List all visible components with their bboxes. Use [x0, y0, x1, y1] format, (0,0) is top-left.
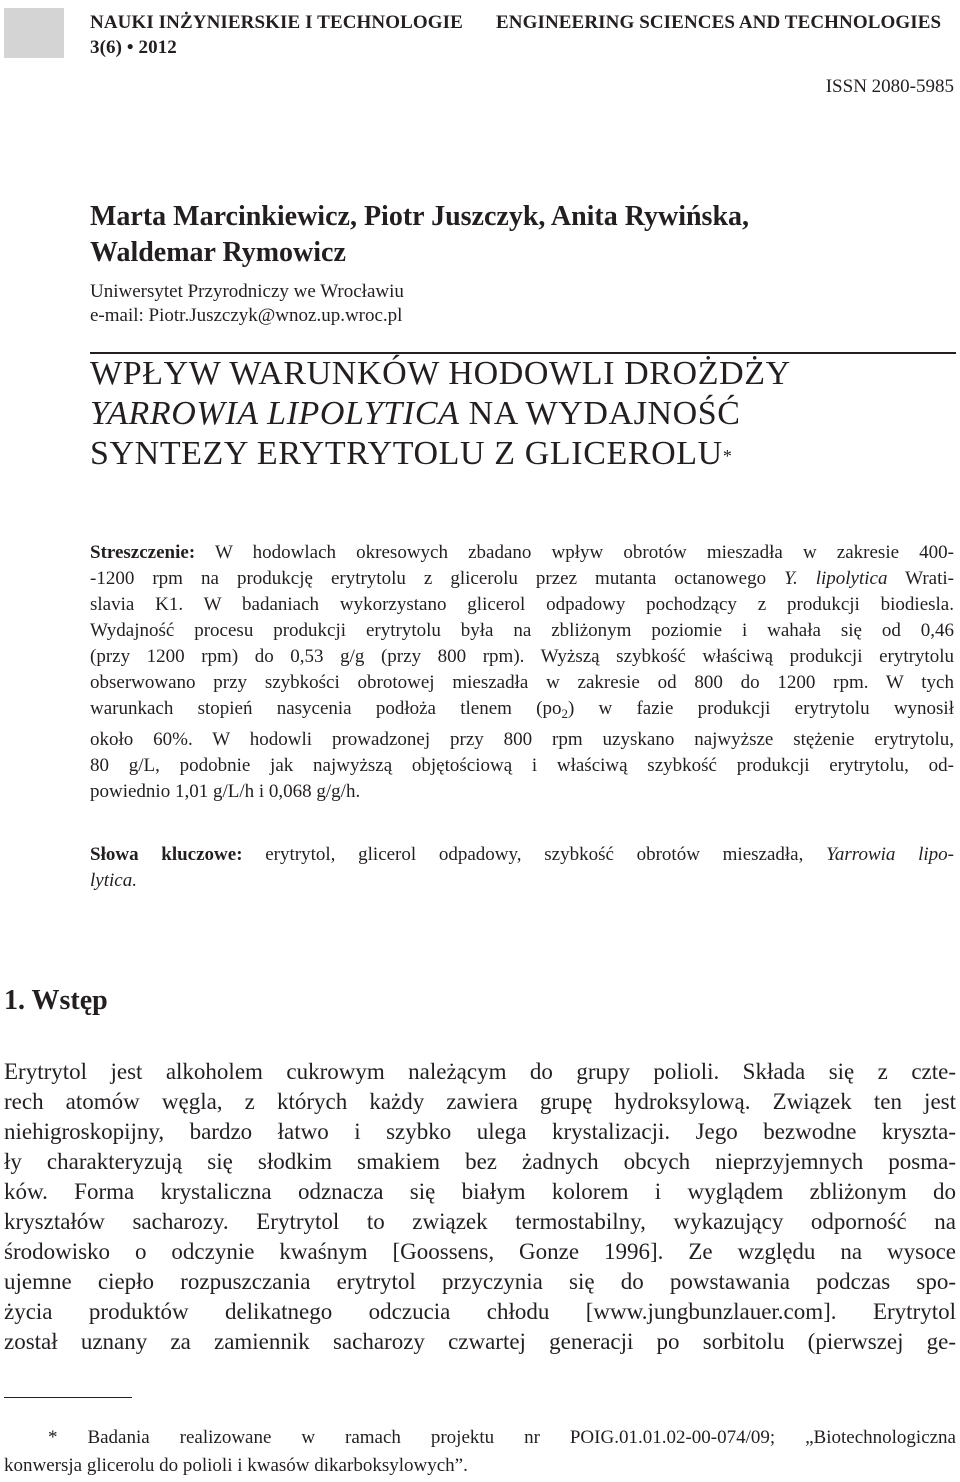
paper-title: [90, 354, 956, 474]
keywords-label: Słowa kluczowe:: [90, 844, 243, 865]
abstract-text: W hodowlach okresowych zbadano wpływ obrotów mieszadła w zakresie 400-: [214, 542, 954, 563]
abstract-line: Wydajność procesu produkcji erytrytolu była na zbliżonym poziomie i wahała się od 0,46: [90, 620, 954, 641]
abstract-line: powiednio 1,01 g/L/h i 0,068 g/g/h.: [90, 781, 361, 802]
abstract-line: [90, 696, 954, 727]
journal-issue: 3(6) • 2012: [90, 37, 177, 58]
abstract-subscript: 2: [561, 706, 568, 721]
abstract-text: warunkach stopień nasycenia podłoża tlenem (po: [90, 698, 562, 719]
keywords-species: Yarrowia lipo-: [826, 844, 955, 865]
abstract: [90, 540, 954, 805]
body-line: ły charakteryzują się słodkim smakiem bez żadnych obcych nieprzyjemnych posma-: [4, 1149, 956, 1174]
abstract-line: (przy 1200 rpm) do 0,53 g/g (przy 800 rpm). Wyższą szybkość właściwą produkcji erytrytolu: [90, 646, 954, 667]
affiliation-email: e-mail: Piotr.Juszczyk@wnoz.up.wroc.pl: [90, 305, 403, 326]
keywords-line: [90, 868, 954, 894]
footnote: [4, 1424, 956, 1480]
keywords-text: erytrytol, glicerol odpadowy, szybkość obrotów mieszadła,: [242, 844, 827, 865]
issn: ISSN 2080-5985: [825, 76, 954, 97]
footnote-rule: [4, 1397, 132, 1398]
abstract-line: [90, 566, 954, 592]
body-line: ujemne ciepło rozpuszczania erytrytol przyczynia się do powstawania podczas spo-: [4, 1269, 956, 1294]
authors: [90, 199, 950, 271]
abstract-line: slavia K1. W badaniach wykorzystano glicerol odpadowy pochodzący z produkcji biodiesla.: [90, 594, 954, 615]
header-gray-box: [4, 8, 64, 58]
body-text: [4, 1057, 956, 1357]
title-line-1: WPŁYW WARUNKÓW HODOWLI DROŻDŻY: [90, 355, 791, 392]
affiliation: [90, 280, 404, 328]
keywords-line: [90, 842, 954, 868]
footnote-line-1: * Badania realizowane w ramach projektu nr POIG.01.01.02-00-074/09; „Biotechnologiczna: [48, 1427, 956, 1448]
journal-name-en: ENGINEERING SCIENCES AND TECHNOLOGIES: [496, 12, 942, 33]
authors-line-1: Marta Marcinkiewicz, Piotr Juszczyk, Anita Rywińska,: [90, 201, 750, 232]
body-line: ków. Forma krystaliczna odznacza się białym kolorem i wyglądem zbliżonym do: [4, 1179, 956, 1204]
body-line: życia produktów delikatnego odczucia chłodu [www.jungbunzlauer.com]. Erytrytol: [4, 1299, 956, 1324]
section-heading: 1. Wstęp: [4, 985, 108, 1016]
abstract-text: Wrati-: [887, 568, 954, 589]
body-line: został uznany za zamiennik sacharozy czwartej generacji po sorbitolu (pierwszej ge-: [4, 1329, 956, 1354]
title-line-2: [90, 394, 956, 434]
body-line: rech atomów węgla, z których każdy zawiera grupę hydroksylową. Związek ten jest: [4, 1089, 956, 1114]
abstract-label: Streszczenie:: [90, 542, 196, 563]
title-line-3: [90, 434, 956, 474]
affiliation-institution: Uniwersytet Przyrodniczy we Wrocławiu: [90, 281, 404, 302]
abstract-text: ) w fazie produkcji erytrytolu wynosił: [567, 698, 954, 719]
abstract-line: [90, 540, 954, 566]
journal-name-pl: NAUKI INŻYNIERSKIE I TECHNOLOGIE: [90, 12, 463, 33]
title-species: YARROWIA LIPOLYTICA: [90, 395, 460, 432]
title-line-2-rest: NA WYDAJNOŚĆ: [459, 395, 741, 432]
footnote-line-2: konwersja glicerolu do polioli i kwasów dikarboksylowych”.: [4, 1455, 468, 1476]
body-line: Erytrytol jest alkoholem cukrowym należącym do grupy polioli. Składa się z czte-: [4, 1059, 956, 1084]
body-line: niehigroskopijny, bardzo łatwo i szybko ulega krystalizacji. Jego bezwodne kryszta-: [4, 1119, 956, 1144]
body-line: kryształów sacharozy. Erytrytol to związek termostabilny, wykazujący odporność na: [4, 1209, 956, 1234]
keywords: [90, 842, 954, 894]
abstract-line: około 60%. W hodowli prowadzonej przy 800 rpm uzyskano najwyższe stężenie erytrytolu,: [90, 729, 954, 750]
abstract-line: obserwowano przy szybkości obrotowej mieszadła w zakresie od 800 do 1200 rpm. W tych: [90, 672, 954, 693]
title-footnote-mark: *: [722, 446, 733, 466]
keywords-species: lytica.: [90, 870, 137, 891]
authors-line-2: Waldemar Rymowicz: [90, 237, 346, 268]
abstract-line: 80 g/L, podobnie jak najwyższą objętościową i właściwą szybkość produkcji erytrytolu, od-: [90, 755, 954, 776]
abstract-text: -1200 rpm na produkcję erytrytolu z glicerolu przez mutanta octanowego: [90, 568, 785, 589]
body-line: środowisko o odczynie kwaśnym [Goossens, Gonze 1996]. Ze względu na wysoce: [4, 1239, 956, 1264]
title-line-3-text: SYNTEZY ERYTRYTOLU Z GLICEROLU: [90, 435, 723, 472]
abstract-species: Y. lipolytica: [784, 568, 888, 589]
